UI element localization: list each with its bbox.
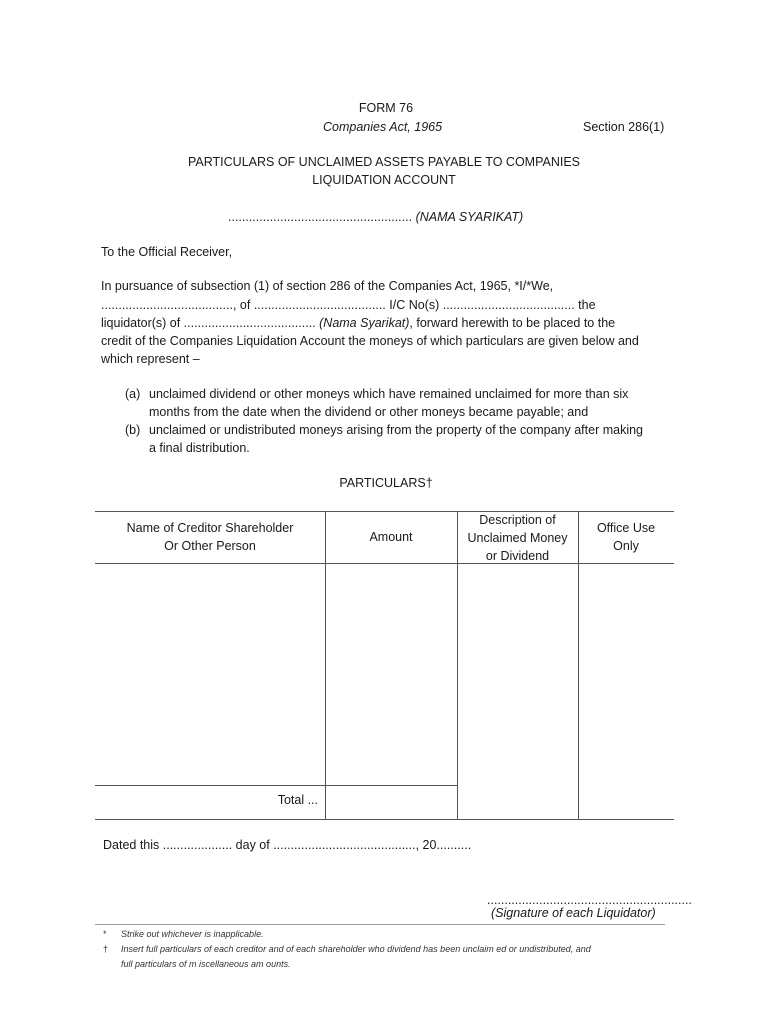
- footnote-1-text: Strike out whichever is inapplicable.: [121, 929, 264, 939]
- paragraph-line-4: credit of the Companies Liquidation Account the moneys of which particulars are given below and: [101, 334, 639, 348]
- item-b-label: (b): [125, 423, 141, 437]
- nama-syarikat-label: (Nama Syarikat): [319, 316, 410, 330]
- column-header-description: [457, 511, 578, 565]
- paragraph-line-2: ......................................, of ...................................... I/C No(s) ...................................... the: [101, 298, 596, 312]
- column-header-office-use-line-1: Office Use: [596, 521, 656, 535]
- table-top-border: [95, 511, 674, 512]
- table-col-divider-3: [578, 511, 579, 819]
- column-header-amount: Amount: [369, 530, 413, 544]
- table-header-divider: [95, 563, 674, 564]
- item-b-line-2: a final distribution.: [149, 441, 250, 455]
- table-bottom-border: [95, 819, 674, 820]
- section-reference: Section 286(1): [583, 120, 665, 134]
- item-a-label: (a): [125, 387, 141, 401]
- column-header-name-line-2: Or Other Person: [164, 539, 256, 553]
- dated-line: Dated this .................... day of ........................................., 20..........: [103, 838, 472, 852]
- particulars-table: [95, 511, 674, 820]
- footnote-2-mark: †: [103, 944, 109, 954]
- total-label: Total ...: [277, 793, 318, 807]
- item-b-line-1: unclaimed or undistributed moneys arising from the property of the company after making: [149, 423, 643, 437]
- paragraph-line-3: [101, 316, 615, 330]
- footnote-2-line-1: Insert full particulars of each creditor and of each shareholder who dividend has been unclaim ed or undistributed, and: [121, 944, 591, 954]
- paragraph-line-1: In pursuance of subsection (1) of section 286 of the Companies Act, 1965, *I/*We,: [101, 279, 554, 293]
- signature-blank: ...........................................................: [487, 893, 692, 907]
- column-header-name: [95, 519, 325, 555]
- paragraph-line-3-suffix: , forward herewith to be placed to the: [409, 316, 616, 330]
- item-a-line-1: unclaimed dividend or other moneys which have remained unclaimed for more than six: [149, 387, 629, 401]
- footnote-2-line-2: full particulars of m iscellaneous am ounts.: [121, 959, 291, 969]
- footnote-divider: [95, 924, 665, 925]
- company-name-field: [228, 210, 523, 224]
- salutation: To the Official Receiver,: [101, 245, 233, 259]
- document-heading-line-1: PARTICULARS OF UNCLAIMED ASSETS PAYABLE TO COMPANIES: [188, 155, 580, 169]
- column-header-office-use: [578, 519, 674, 555]
- column-header-description-line-2: Unclaimed Money: [467, 531, 568, 545]
- column-header-name-line-1: Name of Creditor Shareholder: [126, 521, 294, 535]
- act-reference: Companies Act, 1965: [323, 120, 443, 134]
- paragraph-line-3-prefix: liquidator(s) of ......................................: [101, 316, 320, 330]
- item-a-line-2: months from the date when the dividend or other moneys became payable; and: [149, 405, 589, 419]
- column-header-description-line-3: or Dividend: [485, 549, 550, 563]
- particulars-title: PARTICULARS†: [339, 476, 433, 490]
- paragraph-line-5: which represent –: [101, 352, 200, 366]
- company-name-blank: .....................................................: [228, 210, 413, 224]
- table-col-divider-1: [325, 511, 326, 819]
- table-total-divider: [95, 785, 457, 786]
- column-header-office-use-line-2: Only: [613, 539, 639, 553]
- footnote-1-mark: *: [103, 929, 107, 939]
- form-title: FORM 76: [358, 101, 414, 115]
- column-header-description-line-1: Description of: [479, 513, 556, 527]
- signature-label: (Signature of each Liquidator): [491, 906, 656, 920]
- document-heading-line-2: LIQUIDATION ACCOUNT: [312, 173, 456, 187]
- company-name-label: (NAMA SYARIKAT): [415, 210, 524, 224]
